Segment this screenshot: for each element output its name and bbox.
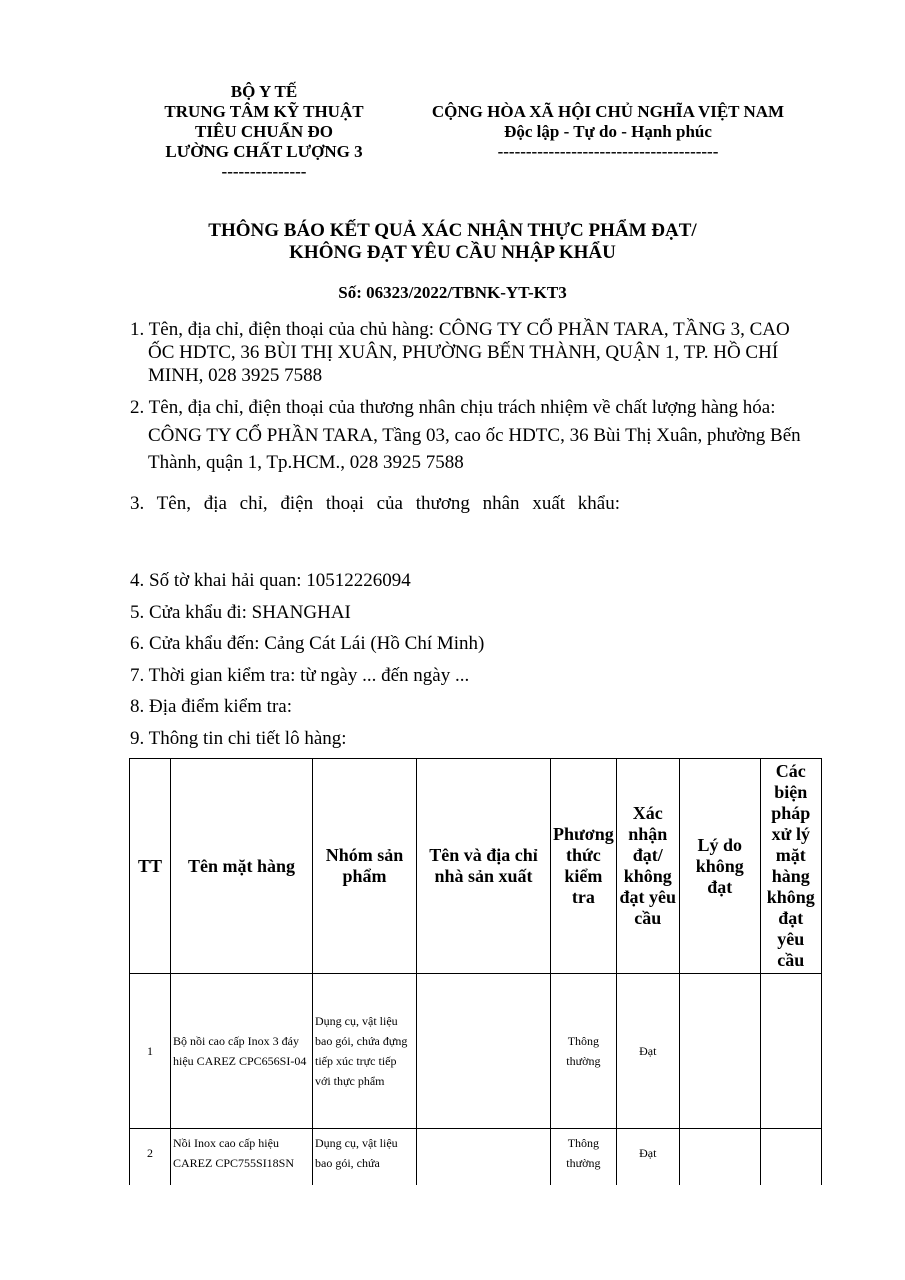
header-name: Tên mặt hàng (171, 759, 313, 974)
header-measures: Các biện pháp xử lý mặt hàng không đạt yêu cầu (760, 759, 821, 974)
item-inspection-time: 7. Thời gian kiểm tra: từ ngày ... đến ngày ... (130, 665, 470, 686)
header-group: Nhóm sản phẩm (313, 759, 417, 974)
title-line1: THÔNG BÁO KẾT QUẢ XÁC NHẬN THỰC PHẨM ĐẠT/ (208, 220, 697, 241)
ministry-name: BỘ Y TẾ (230, 82, 298, 101)
center-name-line1: TRUNG TÂM KỸ THUẬT (164, 102, 364, 121)
item-owner (130, 318, 820, 387)
row-method: Thông thường (551, 1129, 617, 1209)
row-reason (679, 974, 760, 1129)
national-motto-block (410, 102, 806, 162)
row-name: Bộ nồi cao cấp Inox 3 đáy hiệu CAREZ CPC656SI-04 (171, 974, 313, 1129)
table-row (130, 974, 822, 1129)
country-name: CỘNG HÒA XÃ HỘI CHỦ NGHĨA VIỆT NAM (431, 102, 785, 121)
issuer-block (140, 82, 388, 182)
item-owner-line1: 1. Tên, địa chỉ, điện thoại của chủ hàng: CÔNG TY CỔ PHẦN TARA, TẦNG 3, CAO (130, 319, 790, 340)
header-producer: Tên và địa chỉ nhà sản xuất (417, 759, 551, 974)
item-departure-port: 5. Cửa khẩu đi: SHANGHAI (130, 602, 351, 623)
header-reason: Lý do không đạt (679, 759, 760, 974)
row-producer (417, 974, 551, 1129)
table-header-row (130, 759, 822, 974)
title-line2: KHÔNG ĐẠT YÊU CẦU NHẬP KHẨU (289, 242, 616, 263)
center-name-line3: LƯỜNG CHẤT LƯỢNG 3 (165, 142, 363, 161)
item-inspection-location: 8. Địa điểm kiểm tra: (130, 696, 292, 717)
item-responsible-line1: 2. Tên, địa chỉ, điện thoại của thương nhân chịu trách nhiệm về chất lượng hàng hóa: (130, 397, 776, 418)
item-exporter: 3. Tên, địa chỉ, điện thoại của thương nhân xuất khẩu: (130, 493, 620, 514)
document-title (0, 220, 905, 264)
center-name-line2: TIÊU CHUẨN ĐO (195, 122, 333, 141)
item-responsible-line3: Thành, quận 1, Tp.HCM., 028 3925 7588 (148, 452, 464, 473)
row-confirm: Đạt (616, 974, 679, 1129)
item-shipment-details: 9. Thông tin chi tiết lô hàng: (130, 728, 347, 749)
item-responsible-line2: CÔNG TY CỔ PHẦN TARA, Tầng 03, cao ốc HDTC, 36 Bùi Thị Xuân, phường Bến (148, 425, 801, 446)
shipment-table (129, 758, 822, 1209)
row-method: Thông thường (551, 974, 617, 1129)
row-measures (760, 974, 821, 1129)
row-name: Nồi Inox cao cấp hiệu CAREZ CPC755SI18SN (171, 1129, 313, 1209)
row-tt: 1 (130, 974, 171, 1129)
national-motto: Độc lập - Tự do - Hạnh phúc (504, 122, 712, 141)
item-owner-line2: ỐC HDTC, 36 BÙI THỊ XUÂN, PHƯỜNG BẾN THÀNH, QUẬN 1, TP. HỒ CHÍ (148, 342, 779, 363)
row-group: Dụng cụ, vật liệu bao gói, chứa đựng tiếp xúc trực tiếp với thực phẩm (313, 974, 417, 1129)
issuer-rule: --------------- (221, 162, 307, 181)
page-bottom-margin (0, 1185, 905, 1280)
header-tt: TT (130, 759, 171, 974)
row-confirm: Đạt (616, 1129, 679, 1209)
item-arrival-port: 6. Cửa khẩu đến: Cảng Cát Lái (Hồ Chí Minh) (130, 633, 485, 654)
row-tt: 2 (130, 1129, 171, 1209)
item-customs-declaration: 4. Số tờ khai hải quan: 10512226094 (130, 570, 411, 591)
row-group: Dụng cụ, vật liệu bao gói, chứa (313, 1129, 417, 1209)
item-owner-line3: MINH, 028 3925 7588 (148, 365, 323, 386)
header-confirm: Xác nhận đạt/ không đạt yêu cầu (616, 759, 679, 974)
motto-rule: --------------------------------------- (497, 142, 719, 161)
document-number: Số: 06323/2022/TBNK-YT-KT3 (338, 283, 567, 302)
header-method: Phương thức kiểm tra (551, 759, 617, 974)
